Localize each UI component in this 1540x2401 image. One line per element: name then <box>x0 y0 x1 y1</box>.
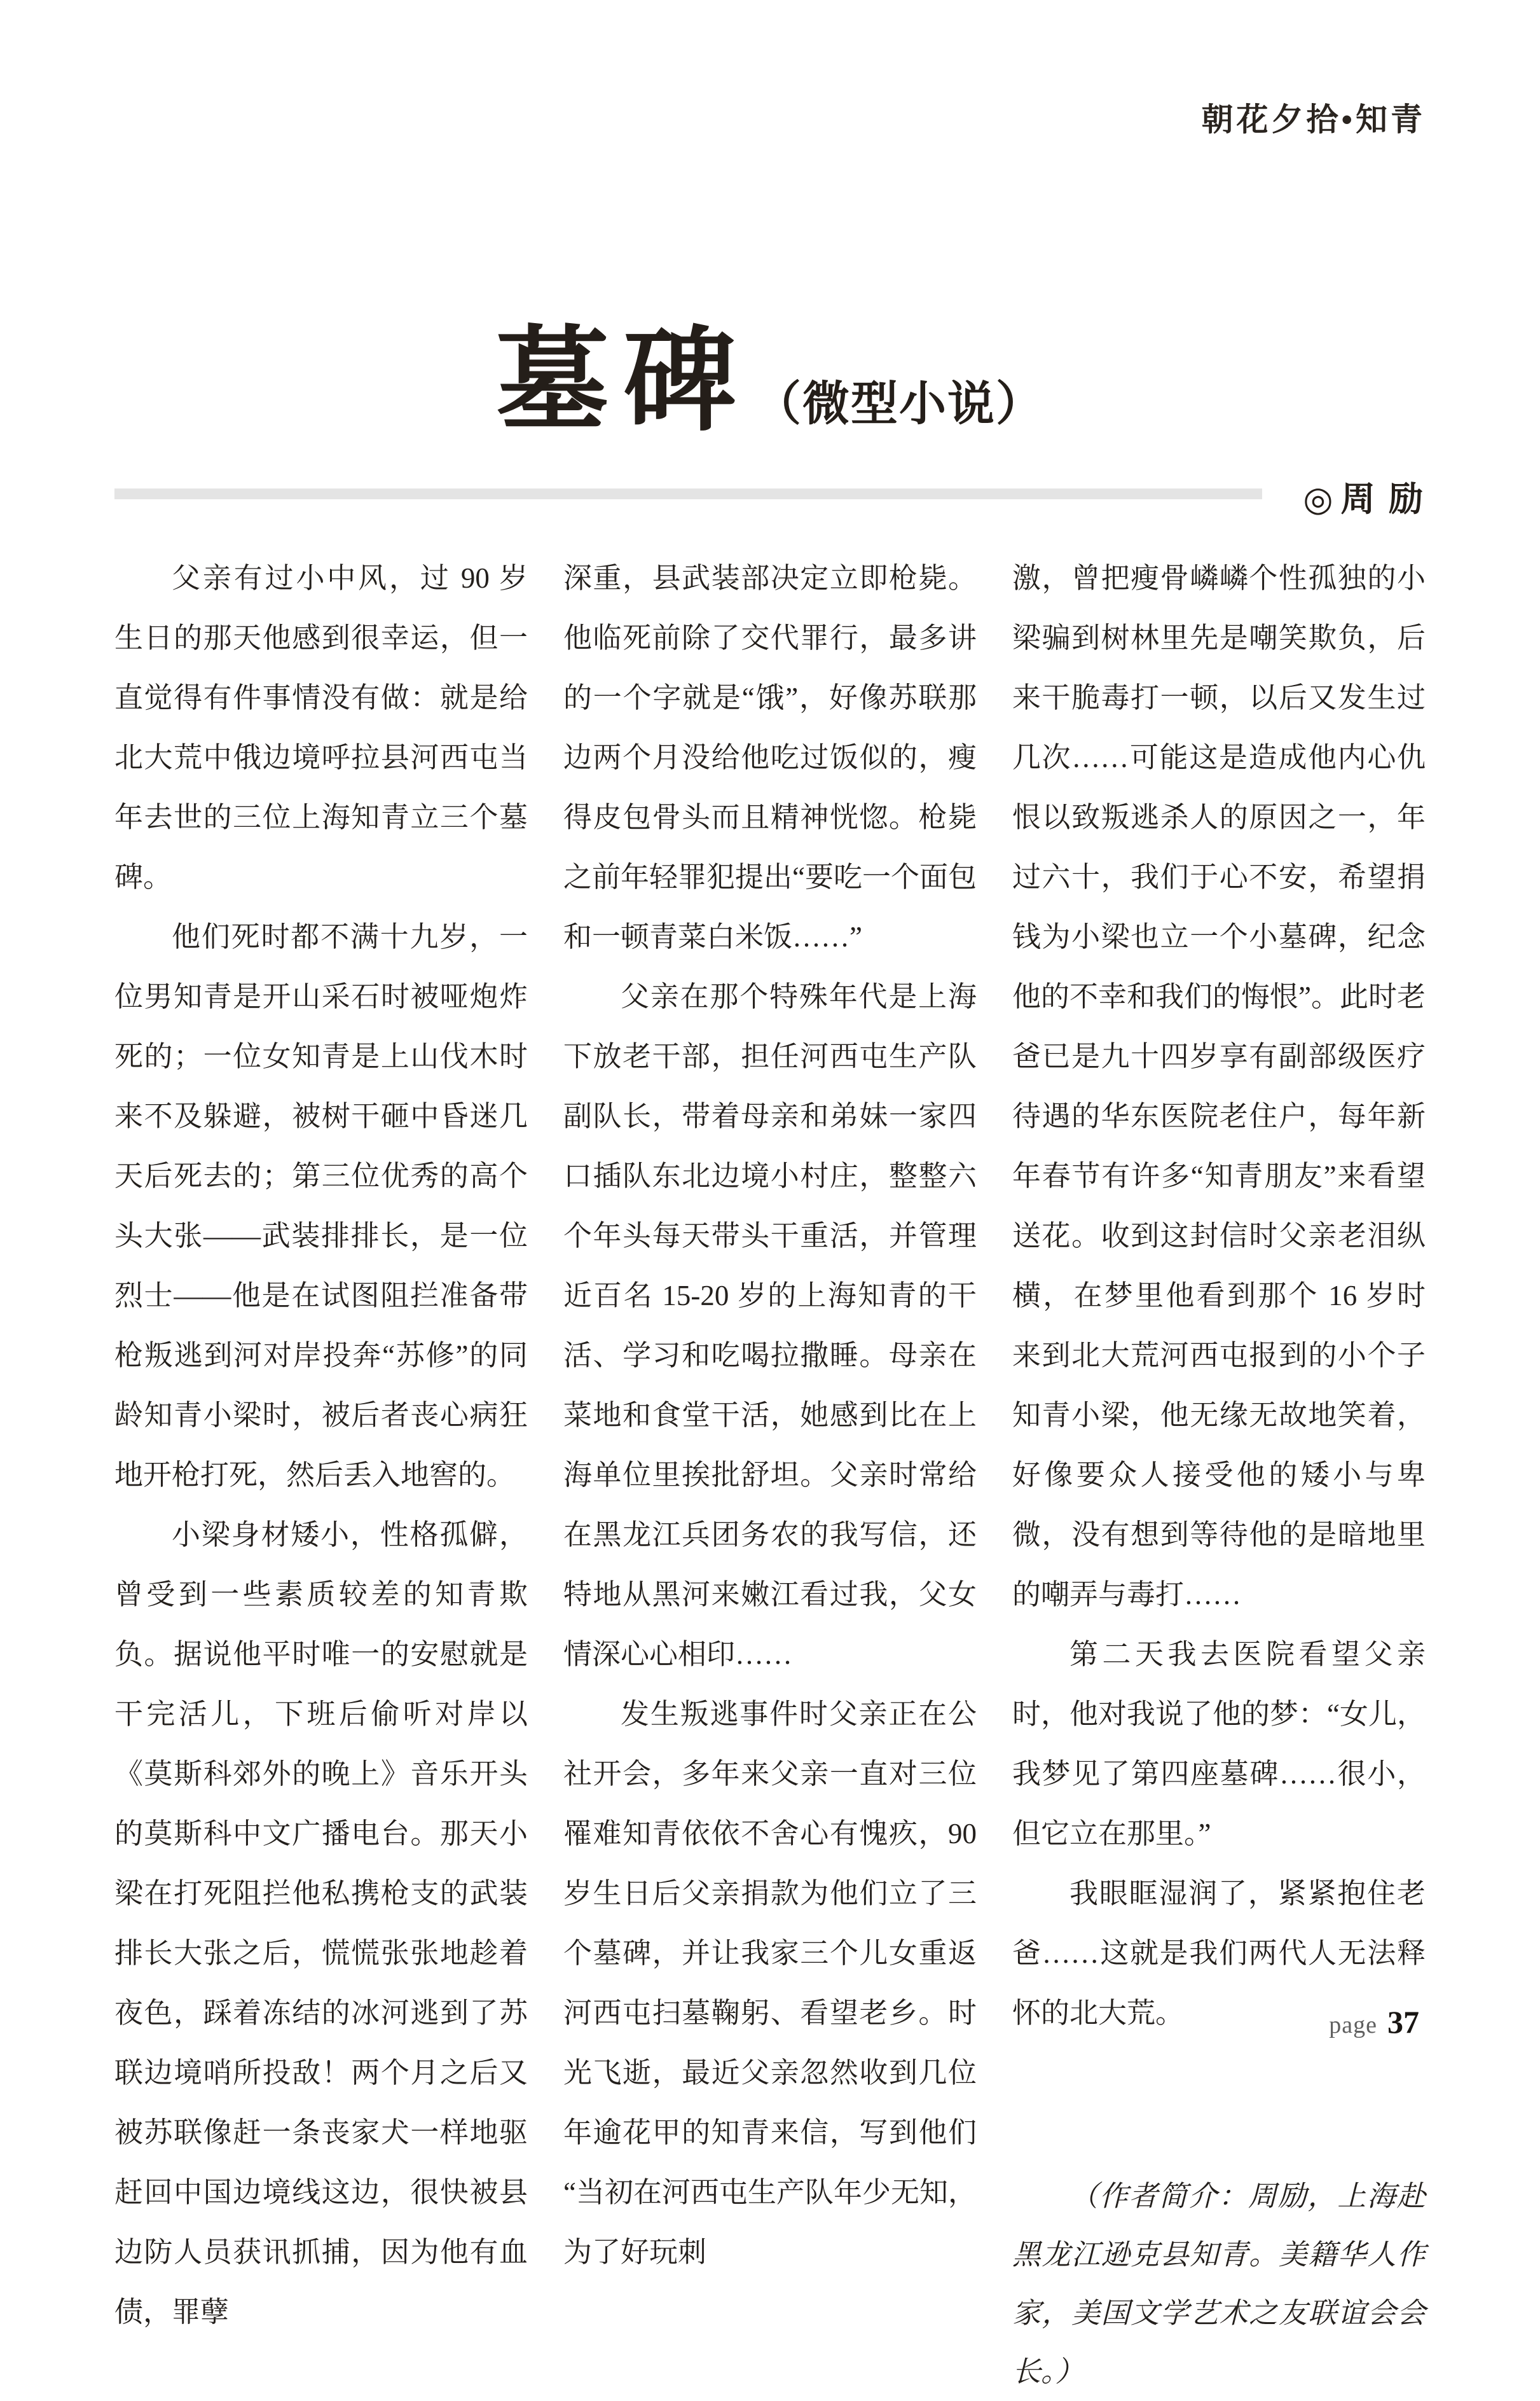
article-title-block <box>114 289 1426 452</box>
article-subtitle: （微型小说） <box>754 378 1044 431</box>
byline-row <box>114 472 1426 523</box>
paragraph-continuation: 激，曾把瘦骨嶙嶙个性孤独的小梁骗到树林里先是嘲笑欺负，后来干脆毒打一顿，以后又发生过几次……可能这是造成他内心仇恨以致叛逃杀人的原因之一，年过六十，我们于心不安，希望捐钱为小梁也立一个小墓碑，纪念他的不幸和我们的悔恨”。此时老爸已是九十四岁享有副部级医疗待遇的华东医院老住户，每年新年春节有许多“知青朋友”来看望送花。收到这封信时父亲老泪纵横，在梦里他看到那个 16 岁时来到北大荒河西屯报到的小个子知青小梁，他无缘无故地笑着，好像要众人接受他的矮小与卑微，没有想到等待他的是暗地里的嘲弄与毒打…… <box>1012 562 1426 1610</box>
author-mark-icon: ◎ <box>1303 480 1336 518</box>
author-byline <box>1303 472 1426 521</box>
paragraph: 他们死时都不满十九岁，一位男知青是开山采石时被哑炮炸死的；一位女知青是上山伐木时来不及躲避，被树干砸中昏迷几天后死去的；第三位优秀的高个头大张——武装排排长，是一位烈士——他是在试图阻拦准备带枪叛逃到河对岸投奔“苏修”的同龄知青小梁时，被后者丧心病狂地开枪打死，然后丢入地窖的。 <box>114 921 528 1491</box>
paragraph: 小梁身材矮小，性格孤僻，曾受到一些素质较差的知青欺负。据说他平时唯一的安慰就是干完活儿，下班后偷听对岸以《莫斯科郊外的晚上》音乐开头的莫斯科中文广播电台。那天小梁在打死阻拦他私携枪支的武装排长大张之后，慌慌张张地趁着夜色，踩着冻结的冰河逃到了苏联边境哨所投敌！两个月之后又被苏联像赶一条丧家犬一样地驱赶回中国边境线这边，很快被县边防人员获讯抓捕，因为他有血债，罪孽 <box>114 1519 528 2328</box>
paragraph-continuation: 深重，县武装部决定立即枪毙。他临死前除了交代罪行，最多讲的一个字就是“饿”，好像苏联那边两个月没给他吃过饭似的，瘦得皮包骨头而且精神恍惚。枪毙之前年轻罪犯提出“要吃一个面包和一顿青菜白米饭……” <box>563 562 977 953</box>
page-footer <box>1329 2003 1419 2040</box>
author-name: 周 励 <box>1340 480 1426 518</box>
article-body <box>114 548 1426 2401</box>
column-1 <box>114 548 528 2401</box>
article-title: 墓碑 <box>496 319 750 445</box>
column-2 <box>563 548 977 2401</box>
page-label: page <box>1329 2012 1377 2038</box>
divider-rule <box>114 488 1262 499</box>
paragraph: 我眼眶湿润了，紧紧抱住老爸……这就是我们两代人无法释怀的北大荒。 <box>1012 1878 1426 2029</box>
paragraph: 第二天我去医院看望父亲时，他对我说了他的梦：“女儿，我梦见了第四座墓碑……很小，但它立在那里。” <box>1012 1638 1426 1850</box>
paragraph: 父亲在那个特殊年代是上海下放老干部，担任河西屯生产队副队长，带着母亲和弟妹一家四口插队东北边境小村庄，整整六个年头每天带头干重活，并管理近百名 15-20 岁的上海知青的干活、学习和吃喝拉撒睡。母亲在菜地和食堂干活，她感到比在上海单位里挨批舒坦。父亲时常给在黑龙江兵团务农的我写信，还特地从黑河来嫩江看过我，父女情深心心相印…… <box>563 981 977 1670</box>
paragraph: 父亲有过小中风，过 90 岁生日的那天他感到很幸运，但一直觉得有件事情没有做：就是给北大荒中俄边境呼拉县河西屯当年去世的三位上海知青立三个墓碑。 <box>114 562 528 893</box>
paragraph: 发生叛逃事件时父亲正在公社开会，多年来父亲一直对三位罹难知青依依不舍心有愧疚，90 岁生日后父亲捐款为他们立了三个墓碑，并让我家三个儿女重返河西屯扫墓鞠躬、看望老乡。时光飞逝，最近父亲忽然收到几位年逾花甲的知青来信，写到他们“当初在河西屯生产队年少无知，为了好玩刺 <box>563 1698 977 2268</box>
section-header: 朝花夕拾•知青 <box>1201 102 1426 137</box>
column-3 <box>1012 548 1426 2401</box>
author-bio: （作者简介：周励，上海赴黑龙江逊克县知青。美籍华人作家，美国文学艺术之友联谊会会长。） <box>1012 2180 1426 2388</box>
page-number: 37 <box>1387 2004 1419 2040</box>
